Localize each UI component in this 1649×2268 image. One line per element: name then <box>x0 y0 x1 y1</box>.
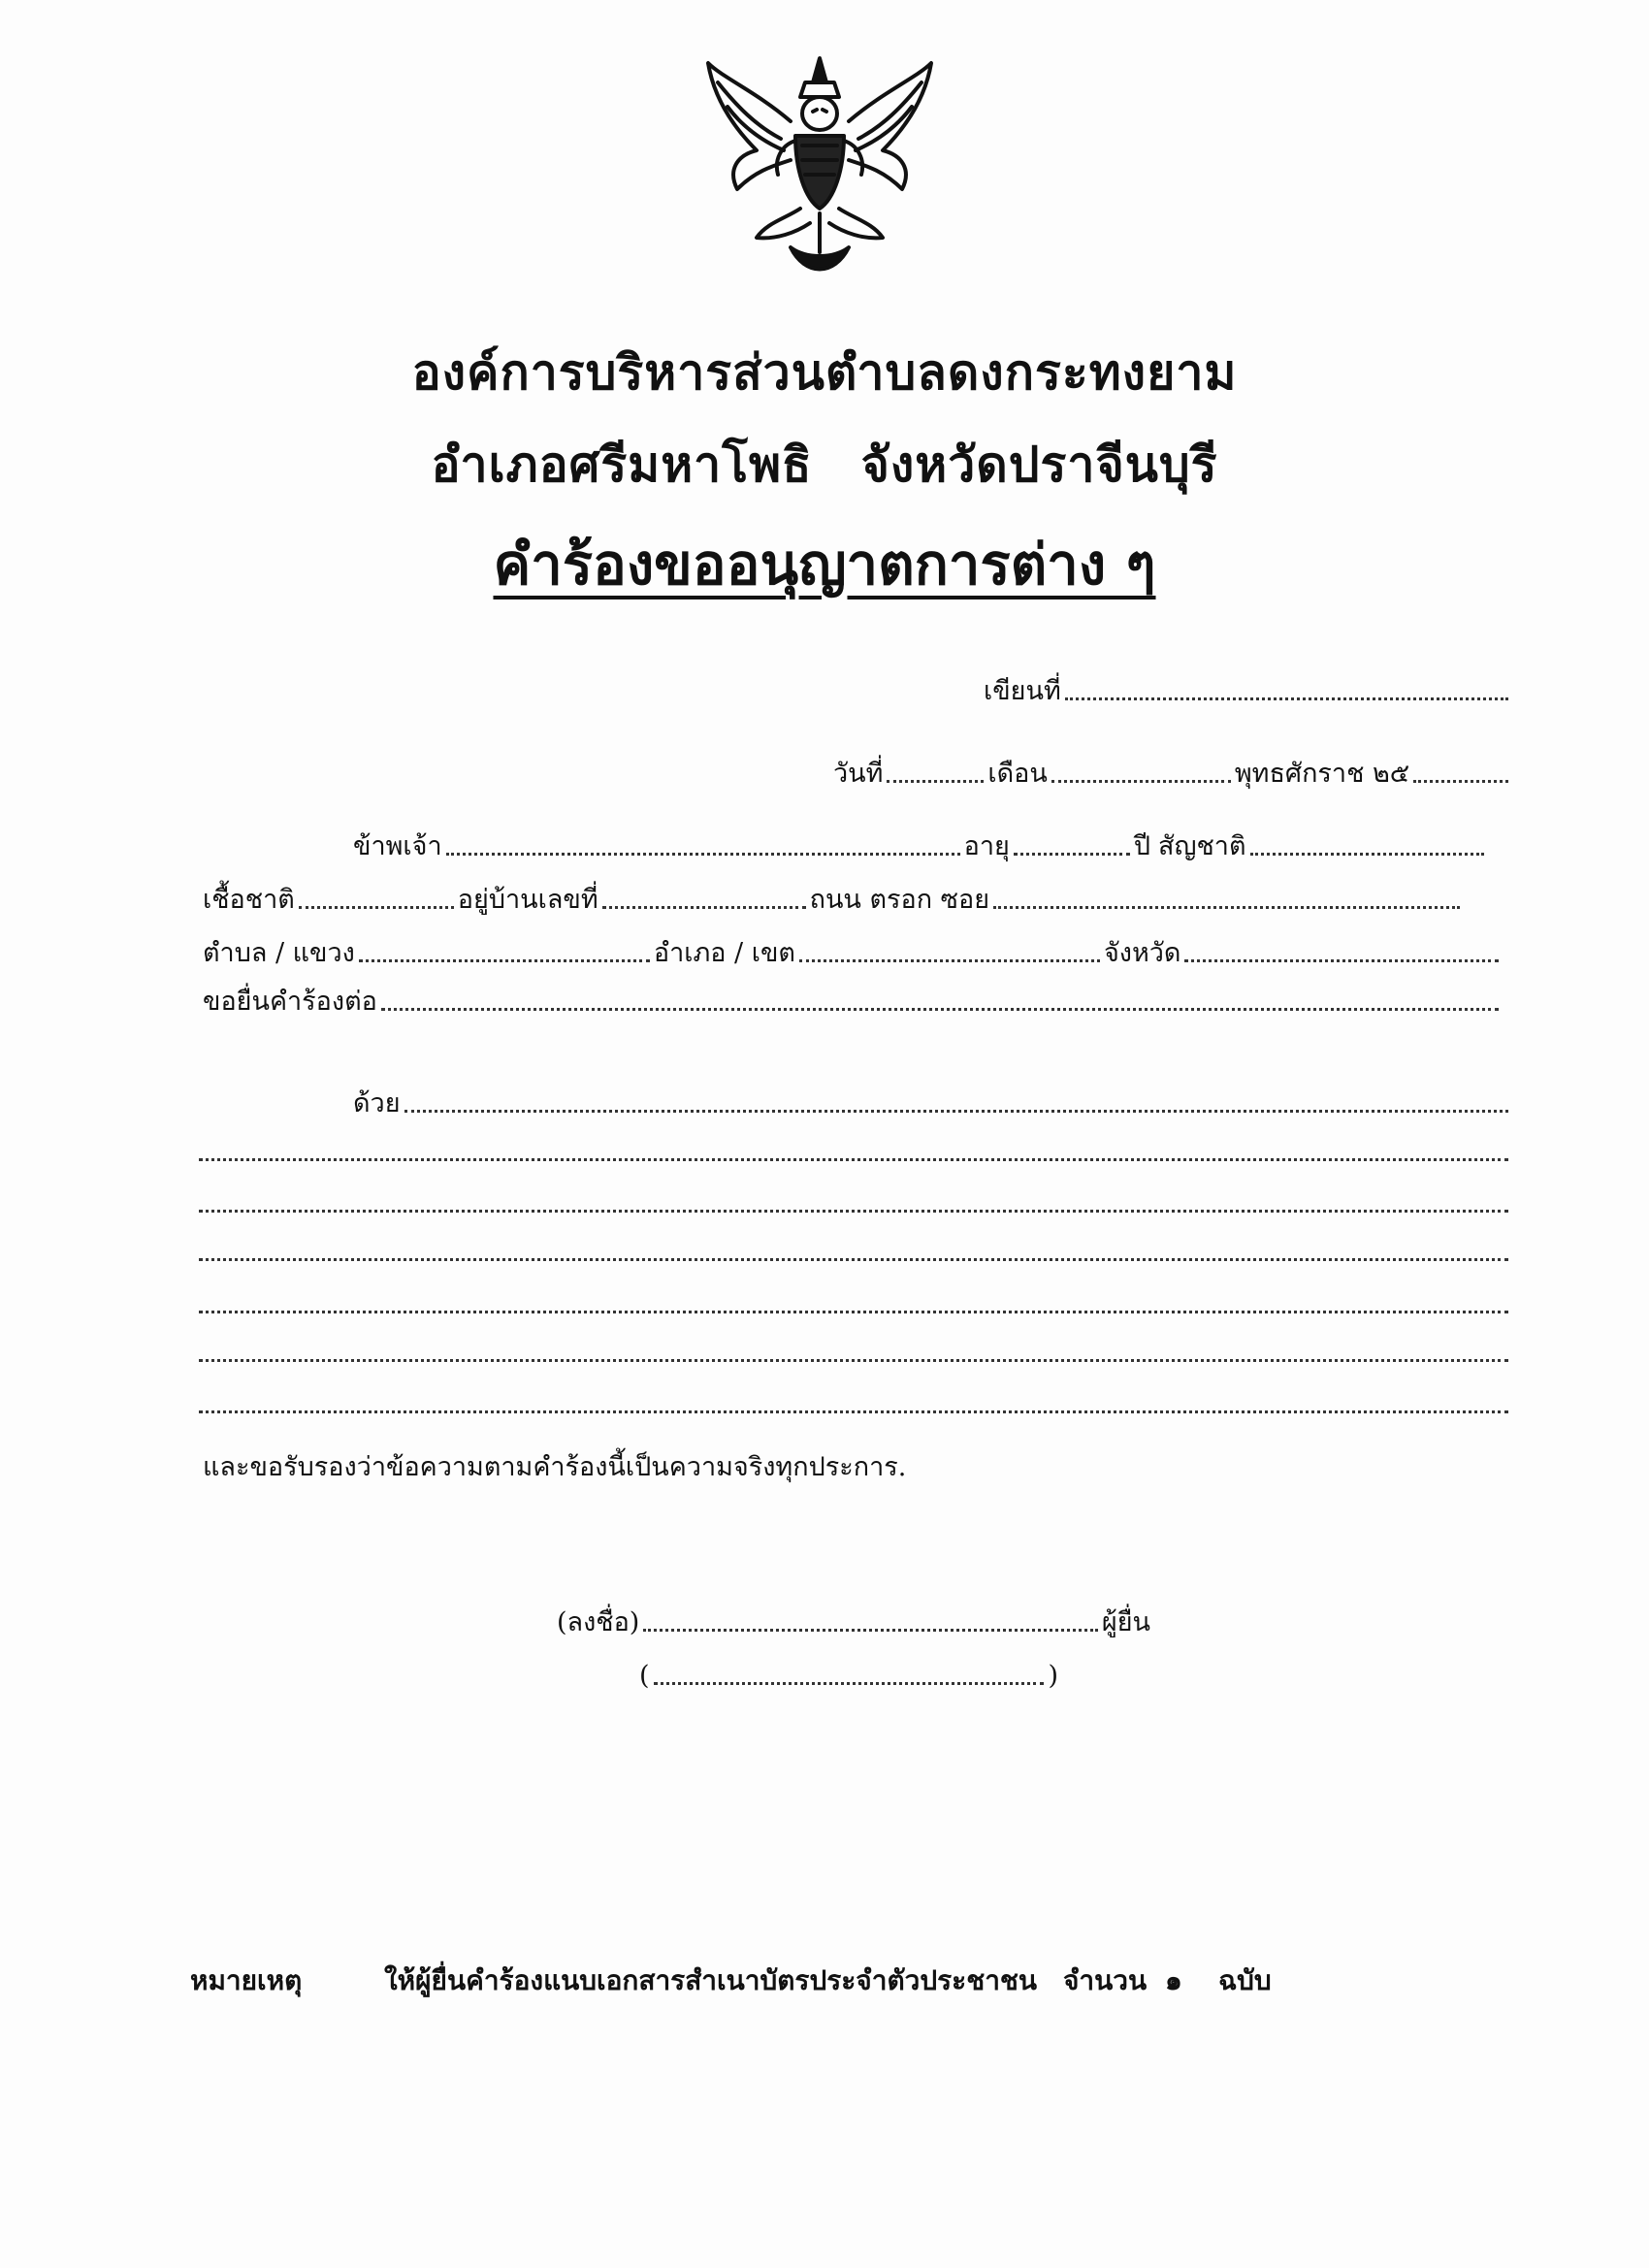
year-label: ปี <box>1133 831 1150 861</box>
locality-row <box>199 931 1499 970</box>
written-at-row <box>980 669 1508 708</box>
paren-open: ( <box>639 1661 650 1691</box>
reason-label: ด้วย <box>353 1088 401 1118</box>
date-row <box>829 752 1508 791</box>
reason-row <box>349 1082 1508 1120</box>
count-unit: ฉบับ <box>1218 1964 1272 1996</box>
reason-field[interactable] <box>404 1102 1508 1113</box>
date-day-label: วันที่ <box>833 759 884 789</box>
sign-label: (ลงชื่อ) <box>557 1607 640 1637</box>
organization-title: องค์การบริหารส่วนตำบลดงกระทงยาม <box>411 343 1238 401</box>
province-field[interactable] <box>1184 952 1499 962</box>
province-title: จังหวัดปราจีนบุรี <box>860 436 1218 493</box>
form-title: คำร้องขออนุญาตการต่าง ๆ <box>493 532 1156 598</box>
reason-line[interactable] <box>199 1230 1508 1269</box>
province-label: จังหวัด <box>1103 938 1181 968</box>
nationality-field[interactable] <box>1250 845 1485 856</box>
reason-line[interactable] <box>199 1331 1508 1370</box>
location-title <box>0 427 1649 503</box>
certify-row <box>199 1445 1266 1484</box>
paren-close: ) <box>1048 1661 1058 1691</box>
written-at-field[interactable] <box>1065 690 1508 700</box>
note-text: ให้ผู้ยื่นคำร้องแนบเอกสารสำเนาบัตรประจำตัวประชาชน <box>384 1964 1038 1996</box>
reason-line[interactable] <box>199 1130 1508 1169</box>
house-no-label: อยู่บ้านเลขที่ <box>457 885 598 915</box>
applicant-name-field[interactable] <box>446 845 960 856</box>
printed-name-row <box>635 1654 1062 1693</box>
address-row <box>199 878 1460 917</box>
count-value: ๑ <box>1165 1964 1182 1996</box>
applicant-row <box>349 825 1484 863</box>
subdistrict-label: ตำบล / แขวง <box>203 938 355 968</box>
date-year-label: พุทธศักราช ๒๕ <box>1234 759 1410 789</box>
garuda-emblem-icon <box>698 53 941 286</box>
road-field[interactable] <box>993 898 1460 909</box>
submit-to-row <box>199 980 1499 1019</box>
reason-line[interactable] <box>199 1382 1508 1421</box>
date-year-field[interactable] <box>1413 772 1508 783</box>
reason-line[interactable] <box>199 1282 1508 1321</box>
applicant-suffix: ผู้ยื่น <box>1101 1607 1150 1637</box>
date-month-label: เดือน <box>987 759 1048 789</box>
certify-text: และขอรับรองว่าข้อความตามคำร้องนี้เป็นความจริงทุกประการ. <box>203 1452 907 1482</box>
ethnicity-field[interactable] <box>299 898 454 909</box>
signature-row <box>553 1601 1154 1639</box>
submit-to-field[interactable] <box>381 1000 1499 1011</box>
written-at-label: เขียนที่ <box>984 676 1061 706</box>
date-day-field[interactable] <box>887 772 984 783</box>
house-no-field[interactable] <box>602 898 806 909</box>
road-label: ถนน ตรอก ซอย <box>809 885 990 915</box>
district-label: อำเภอ / เขต <box>653 938 795 968</box>
applicant-label: ข้าพเจ้า <box>353 831 442 861</box>
printed-name-field[interactable] <box>654 1674 1045 1685</box>
signature-field[interactable] <box>643 1621 1098 1632</box>
submit-to-label: ขอยื่นคำร้องต่อ <box>203 987 377 1017</box>
date-month-field[interactable] <box>1051 772 1231 783</box>
reason-line[interactable] <box>199 1182 1508 1220</box>
district-field[interactable] <box>799 952 1100 962</box>
ethnicity-label: เชื้อชาติ <box>203 885 295 915</box>
note-label: หมายเหตุ <box>190 1964 303 1996</box>
age-field[interactable] <box>1014 845 1130 856</box>
subdistrict-field[interactable] <box>359 952 650 962</box>
age-label: อายุ <box>963 831 1010 861</box>
district-title: อำเภอศรีมหาโพธิ <box>431 436 813 493</box>
nationality-label: สัญชาติ <box>1157 831 1246 861</box>
count-label: จำนวน <box>1063 1964 1148 1996</box>
